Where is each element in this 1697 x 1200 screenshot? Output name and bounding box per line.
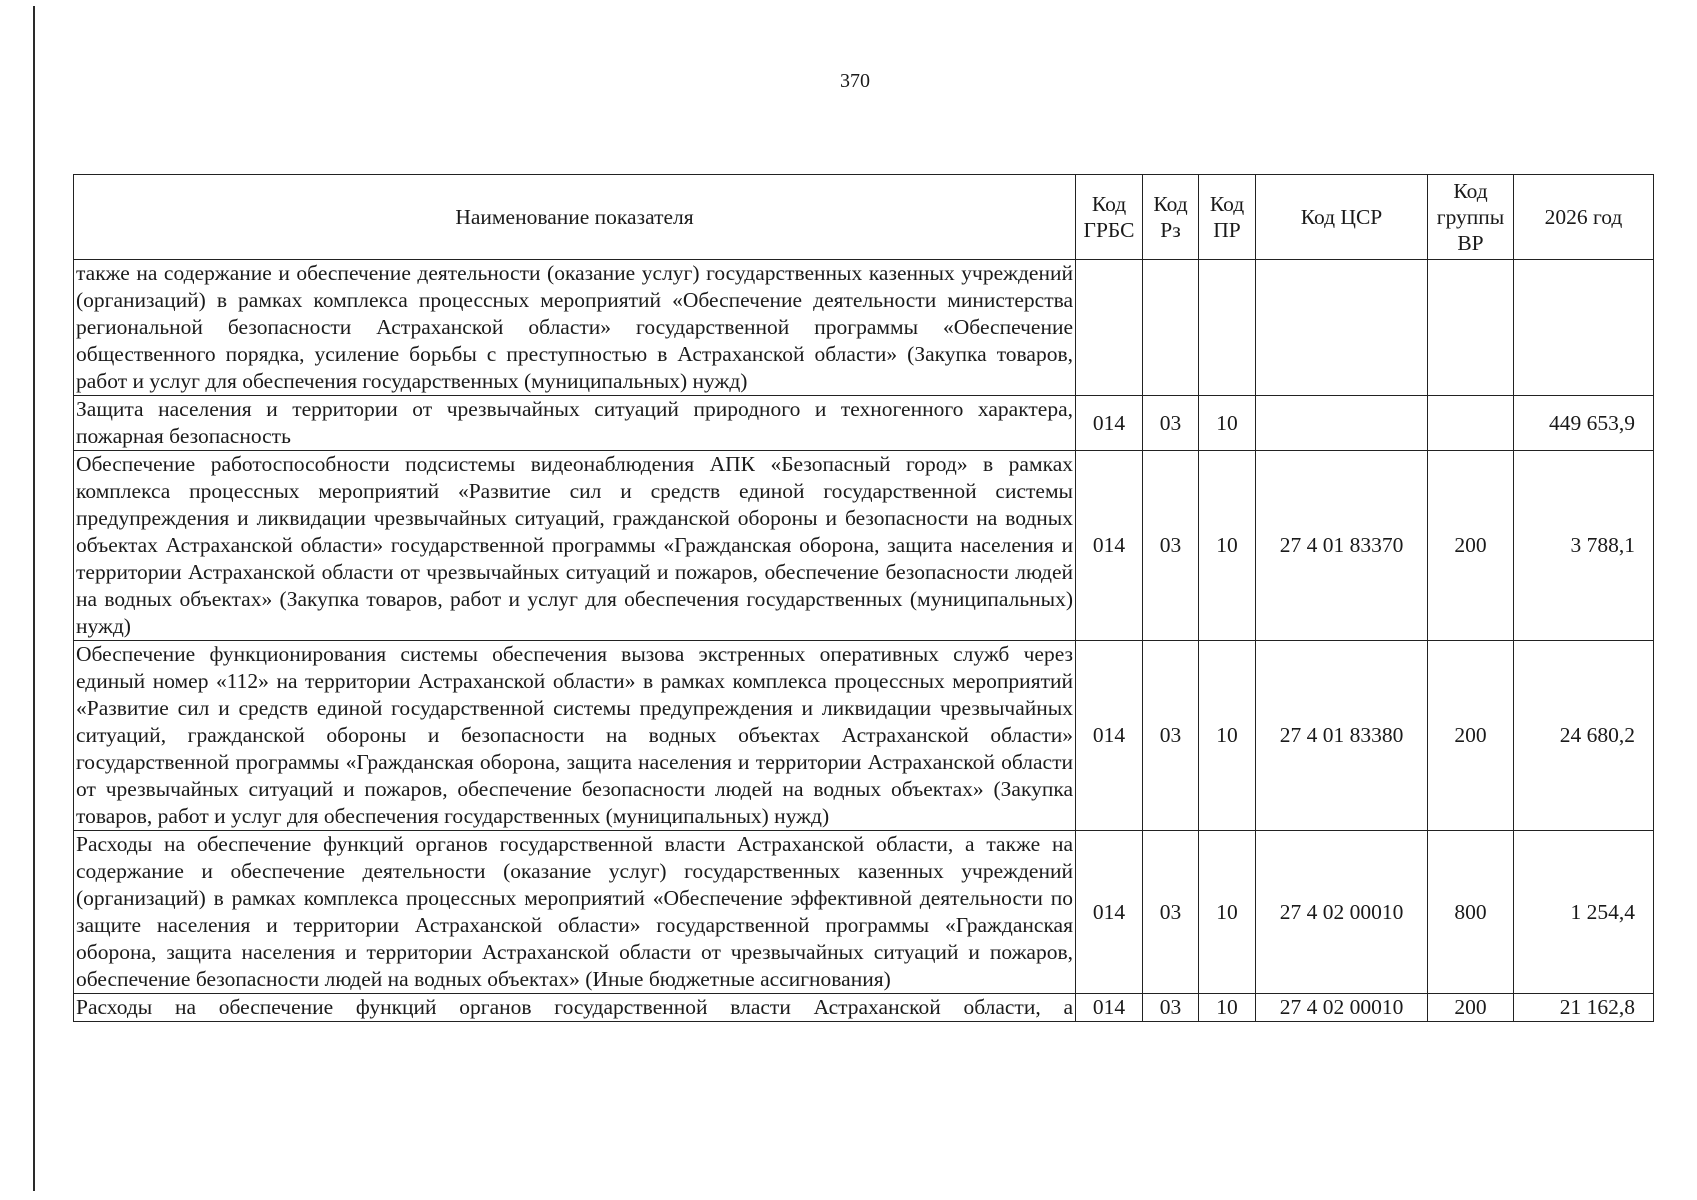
page-number: 370	[840, 70, 870, 92]
row-csr: 27 4 02 00010	[1256, 994, 1428, 1022]
row-name: Расходы на обеспечение функций органов государственной власти Астраханской области, а	[74, 994, 1076, 1022]
row-csr: 27 4 01 83370	[1256, 451, 1428, 641]
table-row	[74, 831, 1654, 994]
budget-table	[73, 174, 1654, 1022]
row-vr	[1428, 396, 1514, 451]
header-vr: Код группы ВР	[1428, 175, 1514, 260]
header-grbs: Код ГРБС	[1076, 175, 1143, 260]
row-rz: 03	[1143, 641, 1199, 831]
row-amount: 24 680,2	[1514, 641, 1654, 831]
header-pr: Код ПР	[1199, 175, 1256, 260]
table-row	[74, 994, 1654, 1022]
page-margin-line	[33, 6, 35, 1191]
row-grbs: 014	[1076, 831, 1143, 994]
row-grbs	[1076, 260, 1143, 396]
row-pr: 10	[1199, 396, 1256, 451]
row-vr: 200	[1428, 451, 1514, 641]
row-grbs: 014	[1076, 451, 1143, 641]
row-grbs: 014	[1076, 396, 1143, 451]
header-year: 2026 год	[1514, 175, 1654, 260]
row-grbs: 014	[1076, 994, 1143, 1022]
table-row	[74, 451, 1654, 641]
row-rz: 03	[1143, 994, 1199, 1022]
header-rz: Код Рз	[1143, 175, 1199, 260]
row-name: Обеспечение работоспособности подсистемы видеонаблюдения АПК «Безопасный город» в рамках комплекса процессных мероприятий «Развитие сил и средств единой государственной системы предупреждения и ликвидации чрезвычайных ситуаций, гражданской обороны и безопасности на водных объектах Астраханской области» государственной программы «Гражданская оборона, защита населения и территории Астраханской области от чрезвычайных ситуаций и пожаров, обеспечение безопасности людей на водных объектах» (Закупка товаров, работ и услуг для обеспечения государственных (муниципальных) нужд)	[74, 451, 1076, 641]
row-amount: 449 653,9	[1514, 396, 1654, 451]
row-amount: 21 162,8	[1514, 994, 1654, 1022]
row-pr: 10	[1199, 831, 1256, 994]
row-vr: 800	[1428, 831, 1514, 994]
header-name: Наименование показателя	[74, 175, 1076, 260]
row-csr: 27 4 01 83380	[1256, 641, 1428, 831]
table-row	[74, 396, 1654, 451]
row-rz: 03	[1143, 451, 1199, 641]
row-amount	[1514, 260, 1654, 396]
header-csr: Код ЦСР	[1256, 175, 1428, 260]
row-vr	[1428, 260, 1514, 396]
table-row	[74, 260, 1654, 396]
row-pr: 10	[1199, 451, 1256, 641]
row-pr: 10	[1199, 641, 1256, 831]
row-csr	[1256, 260, 1428, 396]
row-csr	[1256, 396, 1428, 451]
row-grbs: 014	[1076, 641, 1143, 831]
row-pr	[1199, 260, 1256, 396]
table-row	[74, 641, 1654, 831]
row-rz: 03	[1143, 831, 1199, 994]
row-name: Расходы на обеспечение функций органов государственной власти Астраханской области, а также на содержание и обеспечение деятельности (оказание услуг) государственных казенных учреждений (организаций) в рамках комплекса процессных мероприятий «Обеспечение эффективной деятельности по защите населения и территории Астраханской области» государственной программы «Гражданская оборона, защита населения и территории Астраханской области от чрезвычайных ситуаций и пожаров, обеспечение безопасности людей на водных объектах» (Иные бюджетные ассигнования)	[74, 831, 1076, 994]
row-vr: 200	[1428, 641, 1514, 831]
row-rz	[1143, 260, 1199, 396]
row-name: также на содержание и обеспечение деятельности (оказание услуг) государственных казенных учреждений (организаций) в рамках комплекса процессных мероприятий «Обеспечение деятельности министерства региональной безопасности Астраханской области» государственной программы «Обеспечение общественного порядка, усиление борьбы с преступностью в Астраханской области» (Закупка товаров, работ и услуг для обеспечения государственных (муниципальных) нужд)	[74, 260, 1076, 396]
row-vr: 200	[1428, 994, 1514, 1022]
table-header-row	[74, 175, 1654, 260]
row-amount: 3 788,1	[1514, 451, 1654, 641]
row-rz: 03	[1143, 396, 1199, 451]
row-csr: 27 4 02 00010	[1256, 831, 1428, 994]
row-name: Обеспечение функционирования системы обеспечения вызова экстренных оперативных служб через единый номер «112» на территории Астраханской области» в рамках комплекса процессных мероприятий «Развитие сил и средств единой государственной системы предупреждения и ликвидации чрезвычайных ситуаций, гражданской обороны и безопасности на водных объектах Астраханской области» государственной программы «Гражданская оборона, защита населения и территории Астраханской области от чрезвычайных ситуаций и пожаров, обеспечение безопасности людей на водных объектах» (Закупка товаров, работ и услуг для обеспечения государственных (муниципальных) нужд)	[74, 641, 1076, 831]
row-pr: 10	[1199, 994, 1256, 1022]
row-amount: 1 254,4	[1514, 831, 1654, 994]
row-name: Защита населения и территории от чрезвычайных ситуаций природного и техногенного характера, пожарная безопасность	[74, 396, 1076, 451]
